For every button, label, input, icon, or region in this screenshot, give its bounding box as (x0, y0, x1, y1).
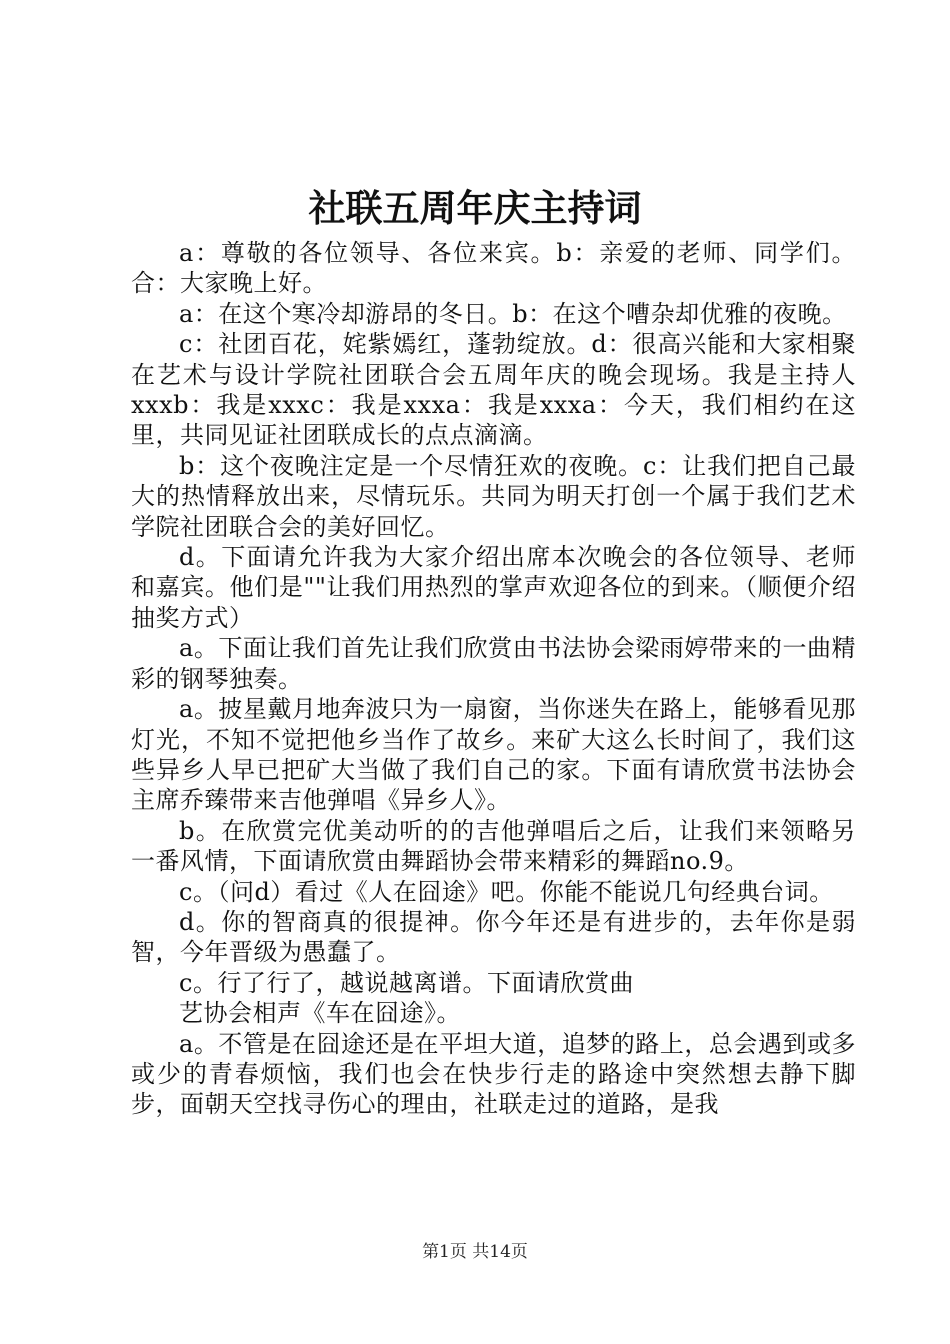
paragraph: c。行了行了，越说越离谱。下面请欣赏曲 (179, 968, 634, 997)
paragraph: a。不管是在囧途还是在平坦大道，追梦的路上，总会遇到或多或少的青春烦恼，我们也会在快步行走的路途中突然想去静下脚步，面朝天空找寻伤心的理由，社联走过的道路，是我 (131, 1029, 856, 1119)
paragraph: a：尊敬的各位领导、各位来宾。b：亲爱的老师、同学们。合：大家晚上好。 (131, 239, 856, 298)
document-title: 社联五周年庆主持词 (308, 186, 642, 230)
paragraph: b：这个夜晚注定是一个尽情狂欢的夜晚。c：让我们把自己最大的热情释放出来，尽情玩乐。共同为明天打创一个属于我们艺术学院社团联合会的美好回忆。 (131, 451, 856, 541)
paragraph: a。下面让我们首先让我们欣赏由书法协会梁雨婷带来的一曲精彩的钢琴独奏。 (131, 634, 856, 693)
paragraph: d。你的智商真的很提神。你今年还是有进步的，去年你是弱智，今年晋级为愚蠢了。 (131, 907, 856, 967)
page-footer: 第1页 共14页 (422, 1242, 528, 1262)
paragraph: d。下面请允许我为大家介绍出席本次晚会的各位领导、老师和嘉宾。他们是""让我们用热烈的掌声欢迎各位的到来。（顺便介绍抽奖方式） (131, 543, 856, 632)
paragraph: b。在欣赏完优美动听的的吉他弹唱后之后，让我们来领略另一番风情，下面请欣赏由舞蹈协会带来精彩的舞蹈no.9。 (131, 816, 856, 876)
paragraph: 艺协会相声《车在囧途》。 (179, 999, 461, 1028)
paragraph: c。（问d）看过《人在囧途》吧。你能不能说几句经典台词。 (179, 877, 834, 906)
paragraph: c：社团百花，姹紫嫣红，蓬勃绽放。d：很高兴能和大家相聚在艺术与设计学院社团联合会五周年庆的晚会现场。我是主持人xxxb：我是xxxc：我是xxxa：我是xxxa：今天，我们相约在这里，共同见证社团联成长的点点滴滴。 (131, 330, 856, 450)
document-body (131, 238, 856, 1120)
paragraph: a。披星戴月地奔波只为一扇窗，当你迷失在路上，能够看见那灯光，不知不觉把他乡当作了故乡。来矿大这么长时间了，我们这些异乡人早已把矿大当做了我们自己的家。下面有请欣赏书法协会主席乔臻带来吉他弹唱《异乡人》。 (131, 695, 856, 815)
paragraph: a：在这个寒冷却游昂的冬日。b：在这个嘈杂却优雅的夜晚。 (179, 299, 847, 328)
